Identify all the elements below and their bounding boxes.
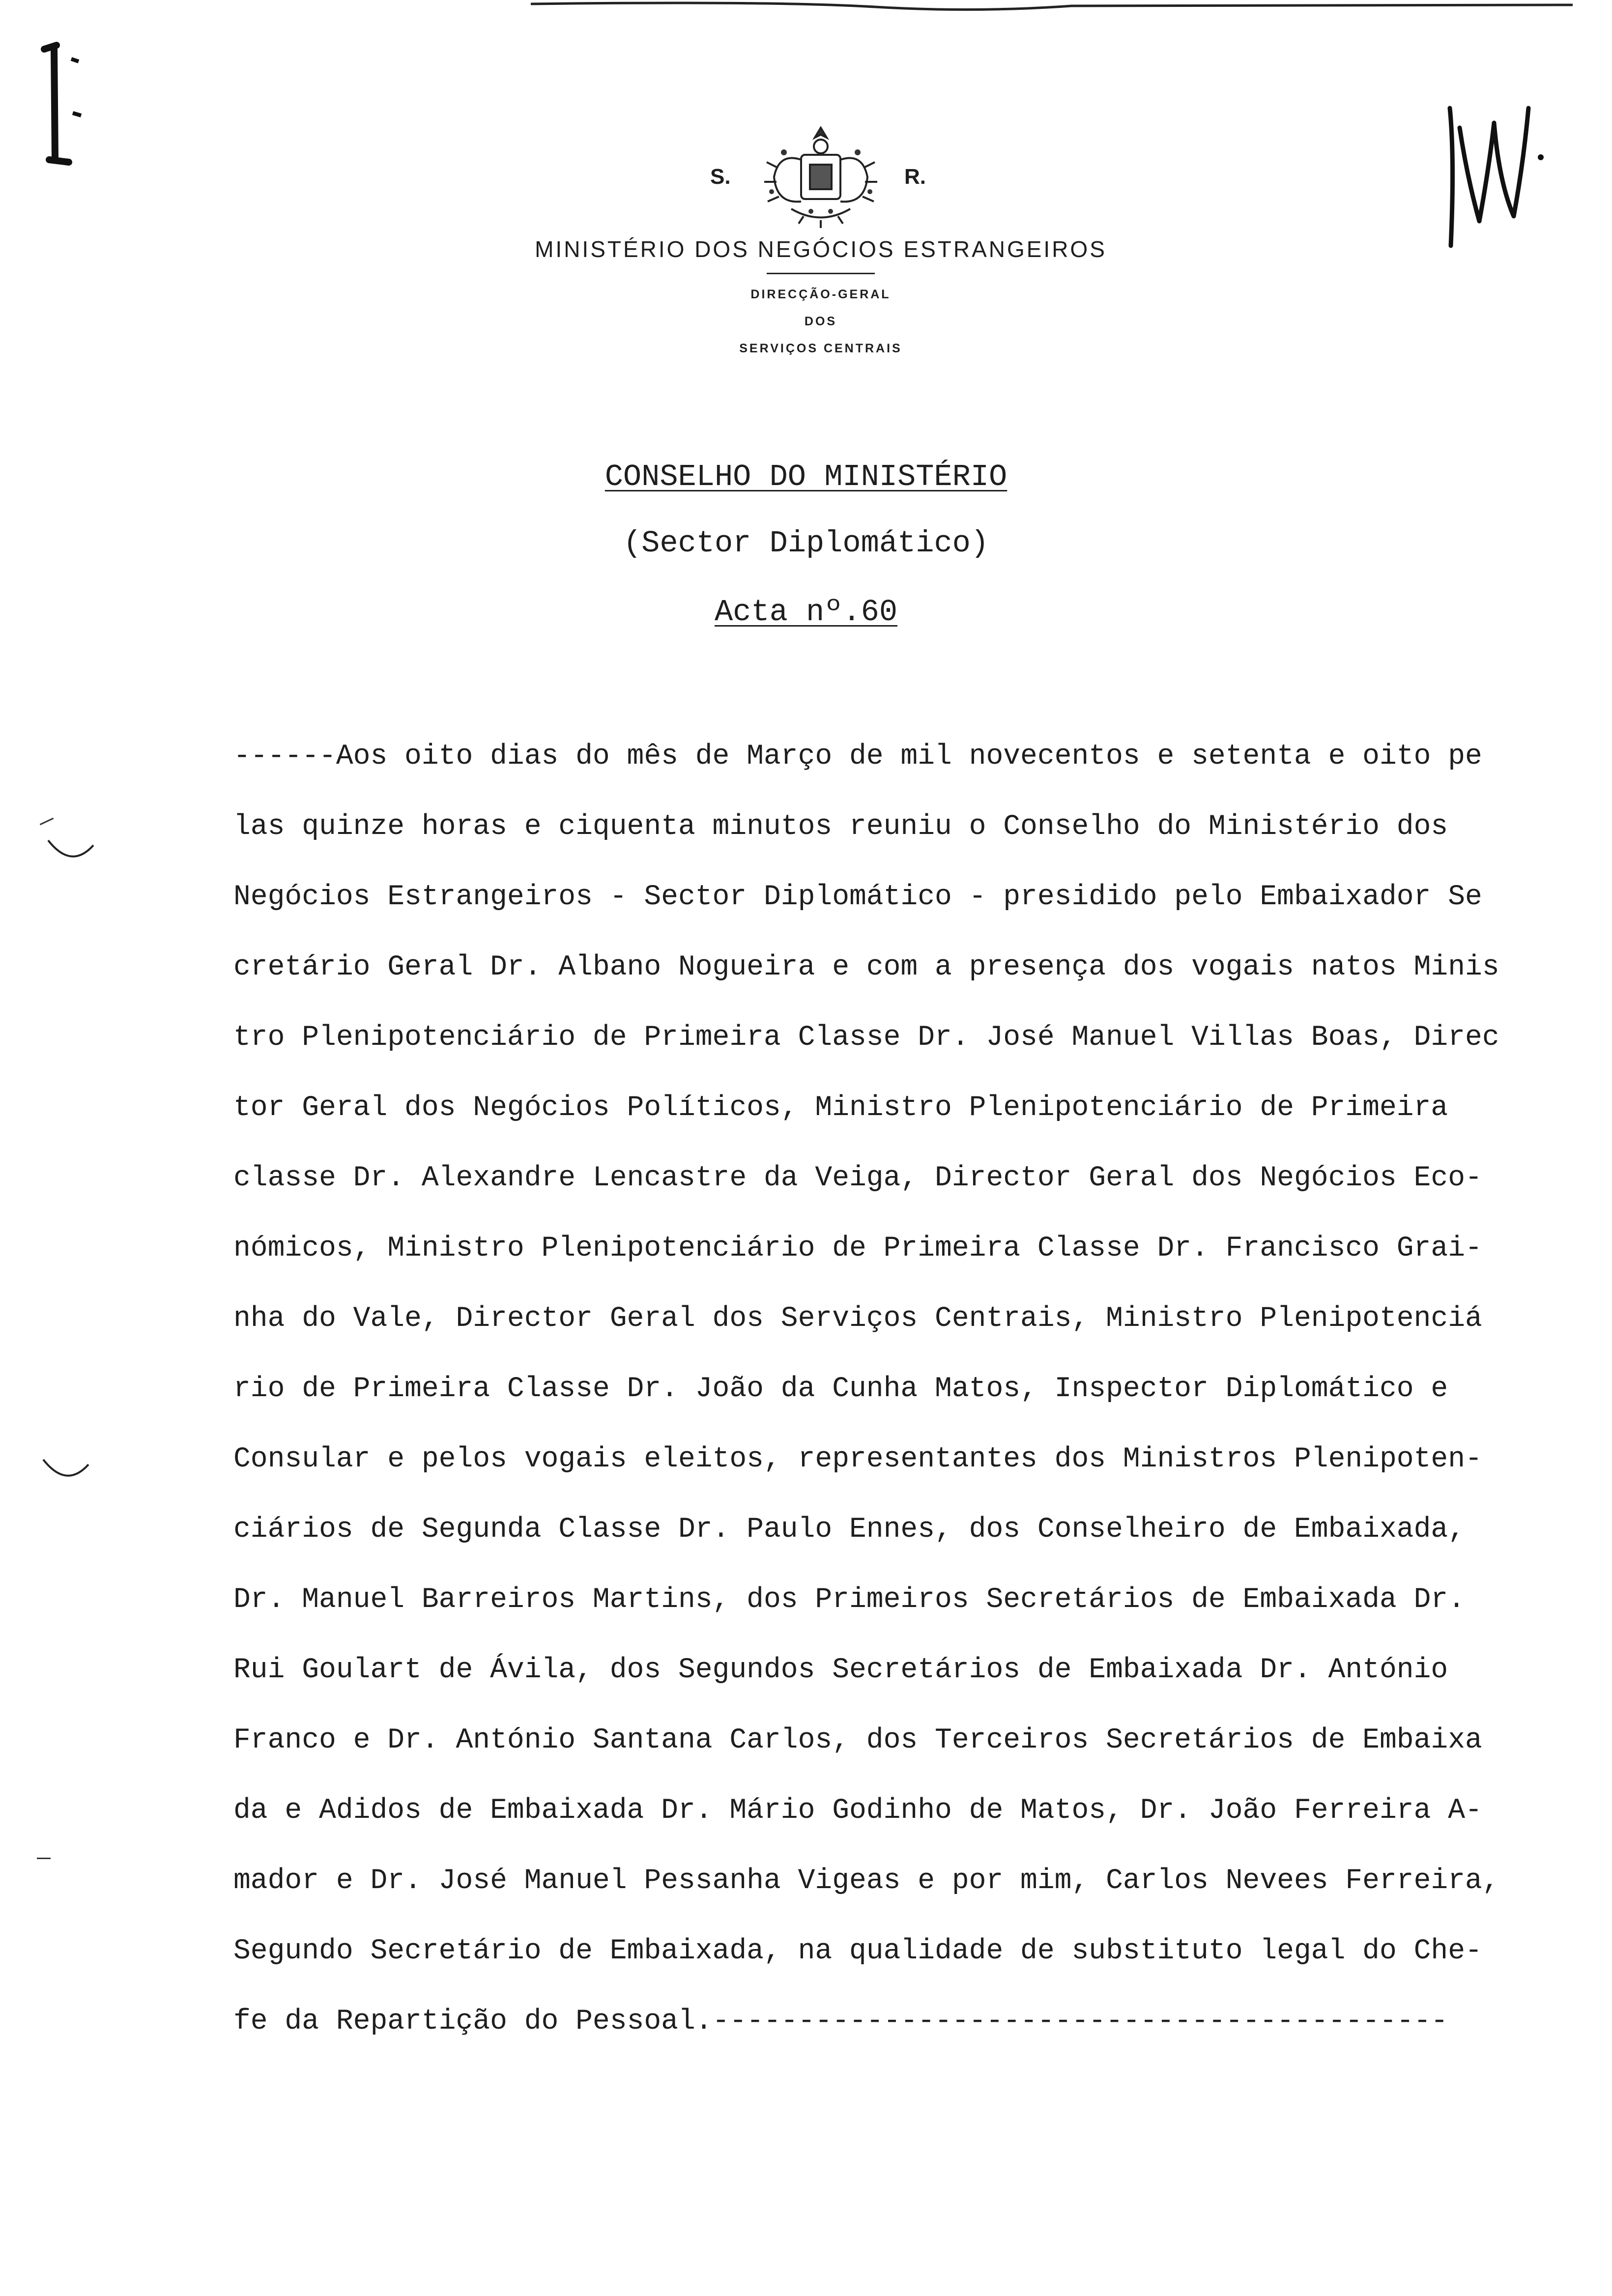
body-line: rio de Primeira Classe Dr. João da Cunha Matos, Inspector Diplomático e [233, 1373, 1448, 1405]
document-title [0, 459, 1612, 494]
body-line: cretário Geral Dr. Albano Nogueira e com a presença dos vogais natos Minis [233, 951, 1499, 983]
handwritten-initials [1440, 98, 1553, 260]
top-scan-line [531, 0, 1573, 20]
body-line: fe da Repartição do Pessoal.------------------------------------------- [233, 2006, 1448, 2038]
body-line: las quinze horas e ciquenta minutos reuniu o Conselho do Ministério dos [233, 811, 1448, 843]
ministry-name: MINISTÉRIO DOS NEGÓCIOS ESTRANGEIROS [535, 236, 1107, 262]
department-line: DOS [804, 315, 837, 328]
document-title-text: CONSELHO DO MINISTÉRIO [604, 459, 1008, 494]
acta-number [0, 595, 1612, 630]
letterhead-divider [767, 273, 875, 274]
document-subtitle: (Sector Diplomático) [623, 526, 989, 561]
body-line: Dr. Manuel Barreiros Martins, dos Primeiros Secretários de Embaixada Dr. [233, 1584, 1466, 1616]
letterhead-right-initial: R. [904, 165, 926, 189]
margin-mark [37, 1858, 51, 1859]
body-line: ciários de Segunda Classe Dr. Paulo Ennes, dos Conselheiro de Embaixada, [233, 1514, 1466, 1546]
body-line: Consular e pelos vogais eleitos, representantes dos Ministros Plenipoten- [233, 1443, 1482, 1475]
acta-number-text: Acta nº.60 [714, 595, 898, 630]
staple-mark [34, 39, 88, 167]
body-line: Segundo Secretário de Embaixada, na qualidade de substituto legal do Che- [233, 1935, 1482, 1967]
body-line: nómicos, Ministro Plenipotenciário de Primeira Classe Dr. Francisco Grai- [233, 1233, 1482, 1264]
body-line: classe Dr. Alexandre Lencastre da Veiga, Director Geral dos Negócios Eco- [233, 1162, 1482, 1194]
body-line: tro Plenipotenciário de Primeira Classe Dr. José Manuel Villas Boas, Direc [233, 1022, 1499, 1054]
body-line: tor Geral dos Negócios Políticos, Ministro Plenipotenciário de Primeira [233, 1092, 1448, 1124]
margin-mark [40, 818, 54, 825]
body-line: mador e Dr. José Manuel Pessanha Vigeas e por mim, Carlos Nevees Ferreira, [233, 1865, 1499, 1897]
department-line: DIRECÇÃO-GERAL [750, 287, 891, 301]
punch-hole-mark [39, 1455, 93, 1484]
letterhead-left-initial: S. [710, 165, 731, 189]
coat-of-arms-emblem [757, 123, 885, 231]
body-line: da e Adidos de Embaixada Dr. Mário Godinho de Matos, Dr. João Ferreira A- [233, 1795, 1482, 1827]
department-line: SERVIÇOS CENTRAIS [739, 342, 902, 355]
punch-hole-mark [44, 835, 98, 865]
letterhead [491, 123, 1150, 378]
body-line: ------Aos oito dias do mês de Março de mil novecentos e setenta e oito pe [233, 741, 1482, 773]
crest-row [491, 123, 1150, 231]
body-line: Franco e Dr. António Santana Carlos, dos Terceiros Secretários de Embaixa [233, 1724, 1482, 1756]
body-line: nha do Vale, Director Geral dos Serviços Centrais, Ministro Plenipotenciá [233, 1303, 1482, 1335]
body-line: Rui Goulart de Ávila, dos Segundos Secretários de Embaixada Dr. António [233, 1654, 1448, 1686]
body-line: Negócios Estrangeiros - Sector Diplomático - presidido pelo Embaixador Se [233, 881, 1482, 913]
